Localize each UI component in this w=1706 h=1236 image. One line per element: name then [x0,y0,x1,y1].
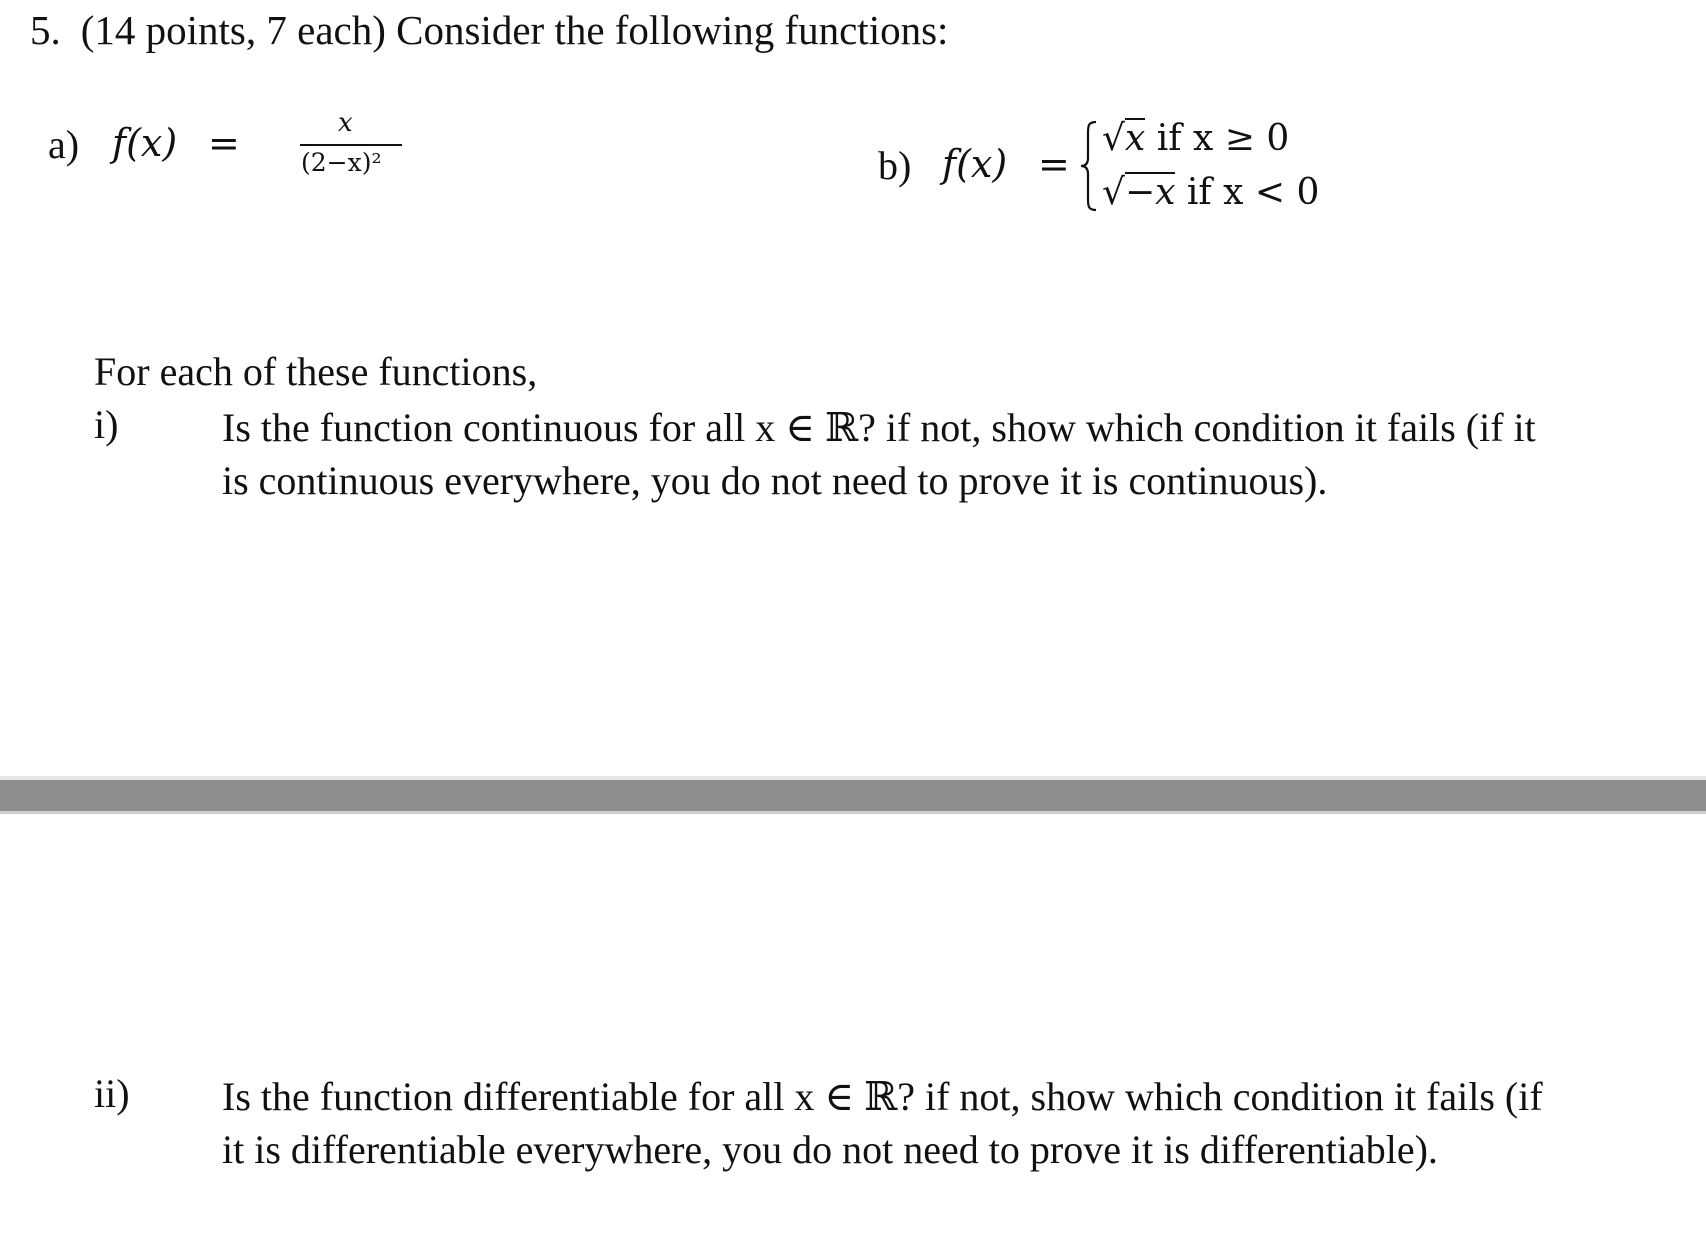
part-b-equals: = [1038,142,1070,186]
fraction-denominator: (2−x)² [301,148,382,177]
part-a-lhs: f(x) [112,121,178,165]
part-b-lhs: f(x) [942,142,1008,186]
question-header [30,6,948,54]
piecewise-case-2 [1102,172,1319,213]
square-root-1 [1102,118,1145,159]
page-divider [0,776,1706,814]
sub-question-i-text [222,401,1536,507]
sub-question-i-line1: Is the function continuous for all x ∈ ℝ? if not, show which condition it fails (if it [222,405,1536,450]
sub-question-i [94,401,1674,511]
case-2-condition: if x < 0 [1175,172,1320,213]
part-a-label: a) [48,122,80,167]
left-brace-icon [1078,120,1100,212]
sub-question-i-number: i) [94,402,119,447]
sub-question-ii [94,1070,1674,1180]
sub-question-i-line2: is continuous everywhere, you do not need to prove it is continuous). [222,458,1328,503]
part-b-function [878,118,1378,218]
part-a-equals: = [208,121,240,165]
sub-question-ii-number: ii) [94,1071,130,1116]
sqrt-icon: √ [1102,118,1125,159]
piecewise-case-1 [1102,118,1289,159]
part-b-label: b) [878,143,912,188]
sub-question-ii-line1: Is the function differentiable for all x ∈ ℝ? if not, show which condition it fails (if [222,1074,1543,1119]
fraction-bar [300,144,402,146]
sqrt-icon: √ [1102,172,1125,213]
fraction-numerator: x [338,108,353,138]
sub-question-ii-text [222,1070,1543,1176]
sub-question-ii-line2: it is differentiable everywhere, you do not need to prove it is differentiable). [222,1127,1438,1172]
case-1-condition: if x ≥ 0 [1145,118,1290,159]
instructions-intro: For each of these functions, [94,349,538,394]
question-header-text: (14 points, 7 each) Consider the following functions: [80,7,949,53]
square-root-2 [1102,172,1175,213]
radicand-2: −x [1124,172,1176,213]
radicand-1: x [1124,118,1146,159]
question-number: 5. [30,7,61,53]
